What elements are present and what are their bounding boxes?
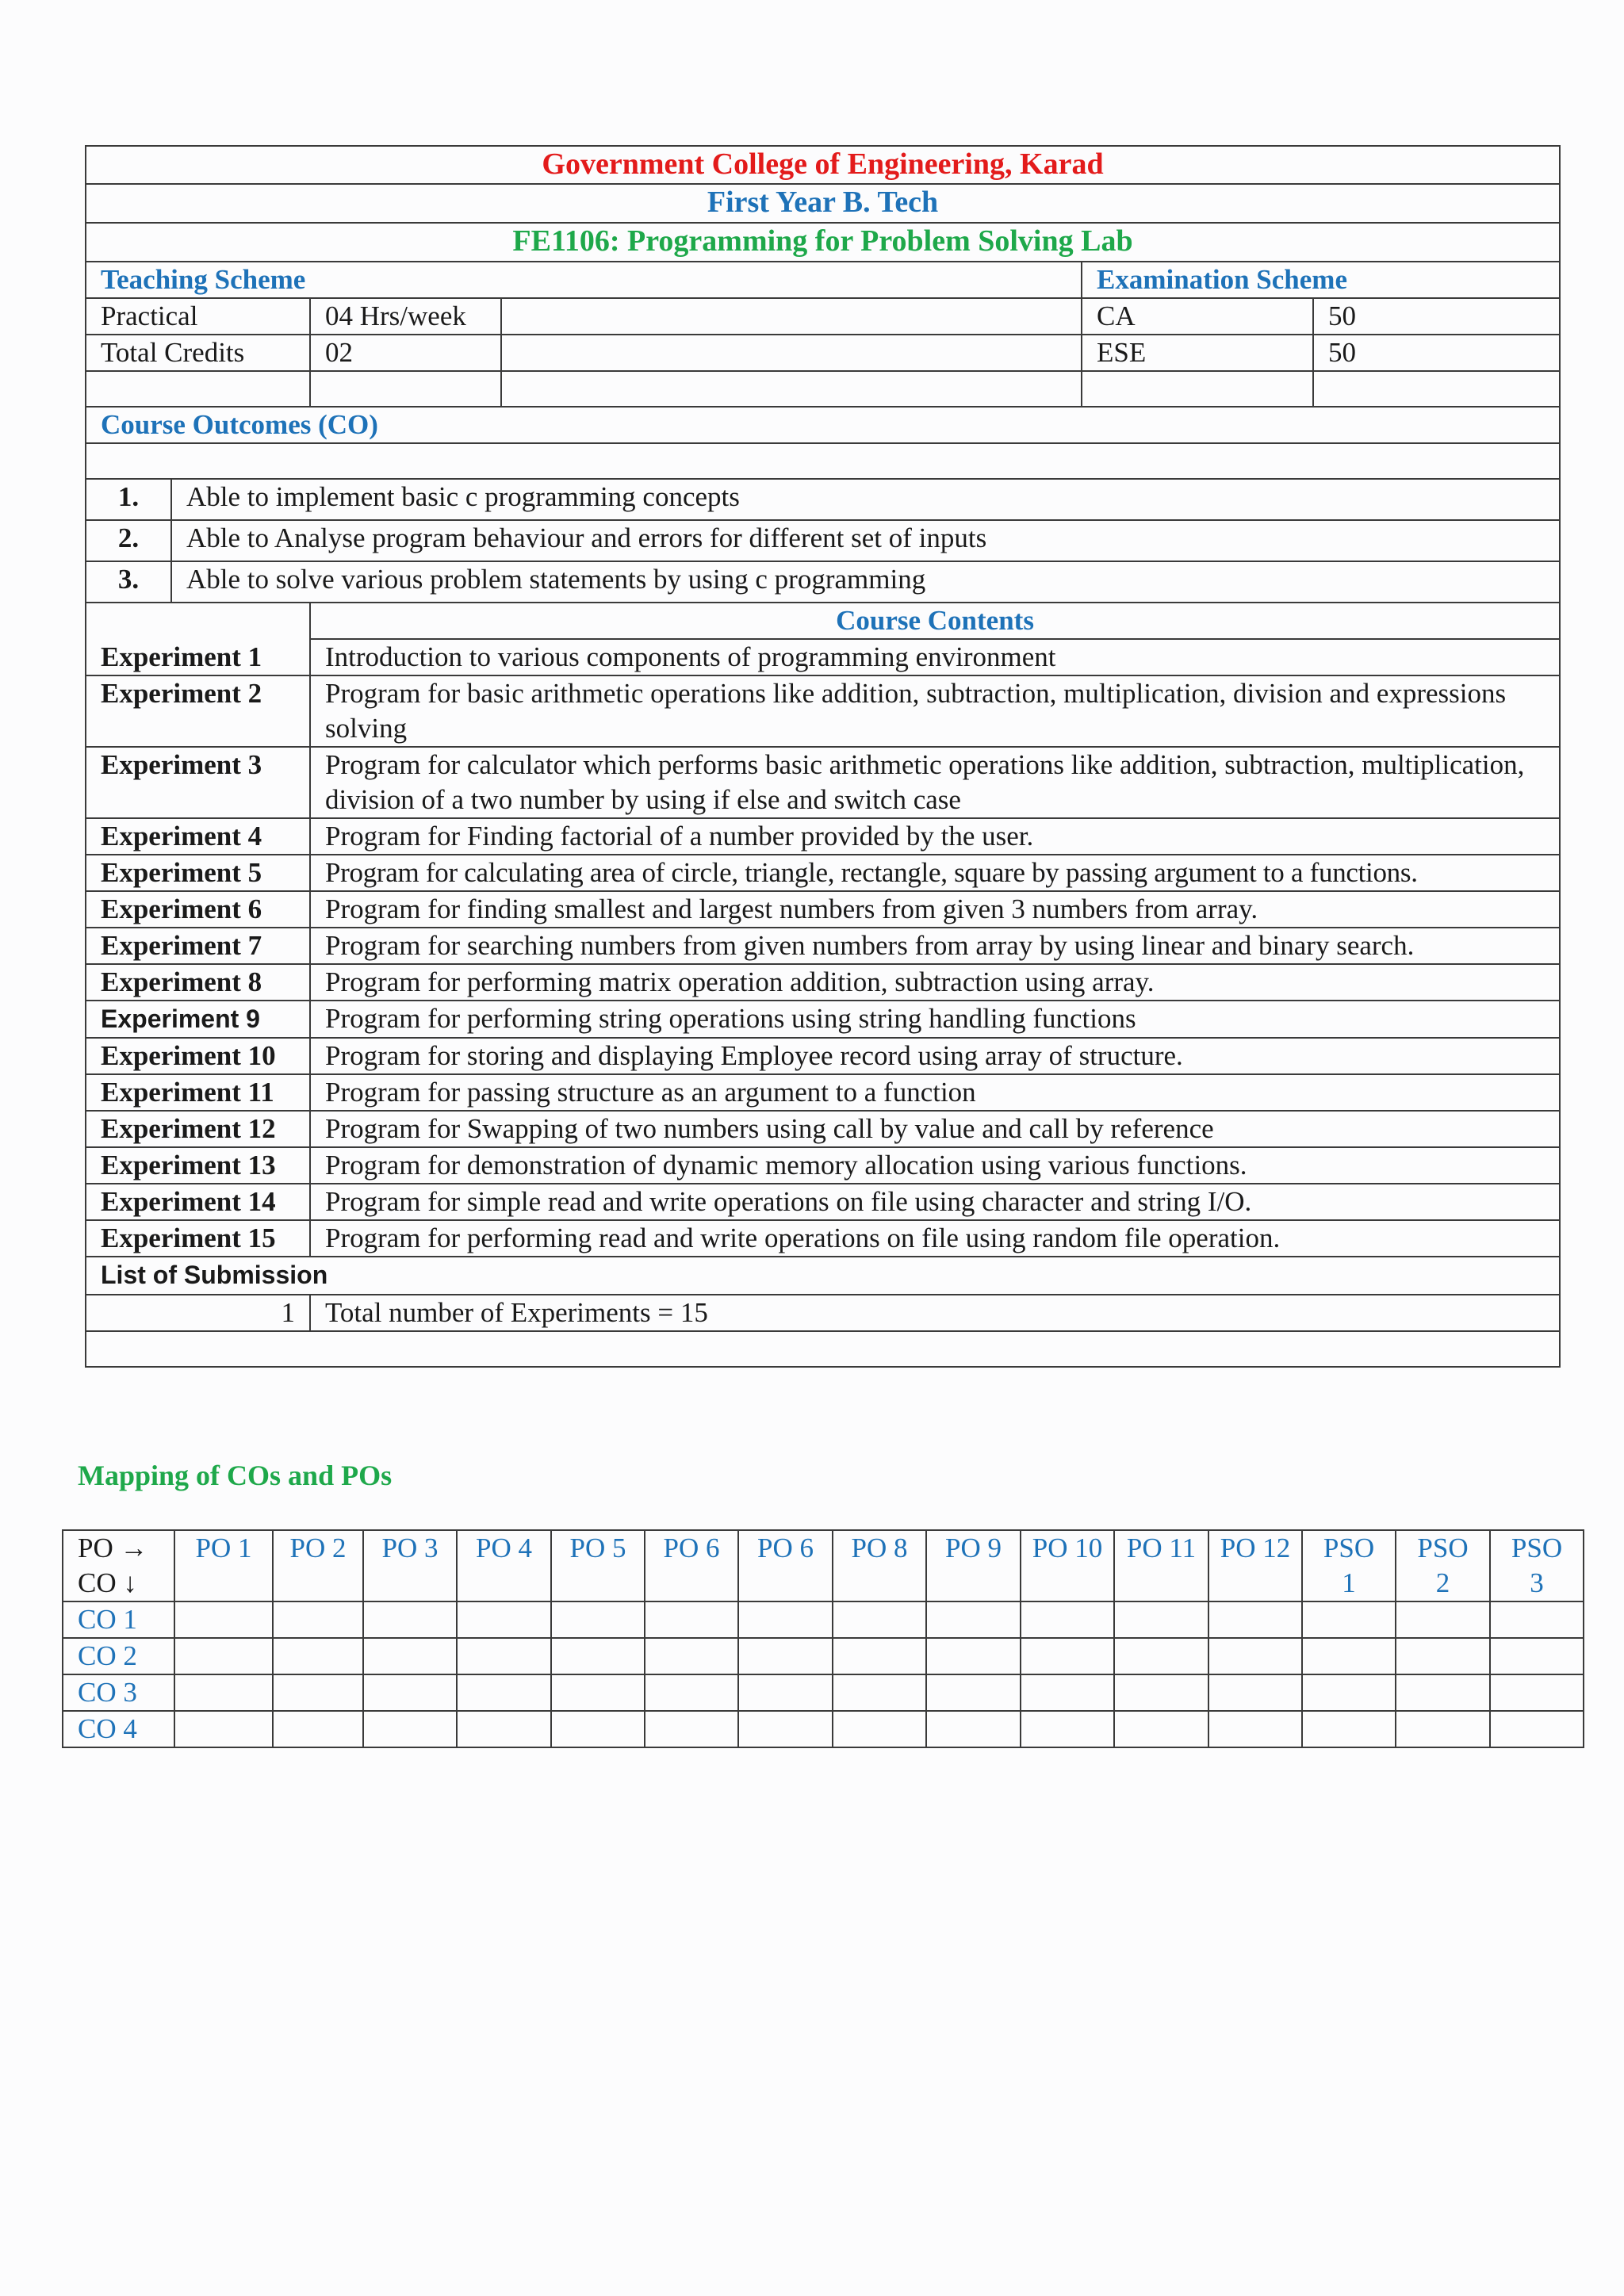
empty-cell <box>1082 371 1313 407</box>
po-header: PO 6 <box>645 1530 738 1601</box>
experiment-label: Experiment 11 <box>86 1074 310 1111</box>
mapping-cell <box>738 1711 833 1747</box>
mapping-cell <box>174 1601 273 1638</box>
mapping-row <box>63 1674 1584 1711</box>
empty-row <box>86 443 1560 479</box>
mapping-cell <box>174 1638 273 1674</box>
experiment-description: Program for performing read and write operations on file using random file operation. <box>310 1220 1560 1257</box>
po-header: PO 6 <box>738 1530 833 1601</box>
mapping-cell <box>273 1638 363 1674</box>
experiment-description: Program for calculating area of circle, triangle, rectangle, square by passing argument to a functions. <box>310 855 1560 891</box>
empty-cell <box>1313 371 1560 407</box>
mapping-cell <box>926 1674 1021 1711</box>
mapping-cell <box>273 1674 363 1711</box>
pso-header-number: 1 <box>1342 1567 1356 1598</box>
experiment-description: Program for finding smallest and largest numbers from given 3 numbers from array. <box>310 891 1560 928</box>
mapping-cell <box>1021 1638 1114 1674</box>
empty-row <box>86 1331 1560 1367</box>
experiment-label: Experiment 14 <box>86 1184 310 1220</box>
exam-value: 50 <box>1313 335 1560 371</box>
co-text: Able to solve various problem statements by using c programming <box>171 561 1560 603</box>
mapping-cell <box>1114 1601 1208 1638</box>
co-axis-label: CO ↓ <box>78 1567 137 1598</box>
mapping-cell <box>1490 1711 1584 1747</box>
experiment-description: Program for performing string operations using string handling functions <box>310 1001 1560 1038</box>
mapping-cell <box>551 1638 645 1674</box>
co-text: Able to Analyse program behaviour and errors for different set of inputs <box>171 520 1560 561</box>
experiment-description: Program for passing structure as an argument to a function <box>310 1074 1560 1111</box>
mapping-cell <box>926 1711 1021 1747</box>
mapping-cell <box>273 1711 363 1747</box>
mapping-cell <box>738 1601 833 1638</box>
mapping-cell <box>645 1638 738 1674</box>
mapping-cell <box>1208 1674 1302 1711</box>
mapping-cell <box>1114 1638 1208 1674</box>
pso-header-number: 3 <box>1530 1567 1544 1598</box>
exam-item: ESE <box>1082 335 1313 371</box>
mapping-cell <box>833 1601 926 1638</box>
pso-header-text: PSO <box>1323 1533 1375 1563</box>
po-header: PO 11 <box>1114 1530 1208 1601</box>
mapping-cell <box>457 1601 551 1638</box>
co-row-label: CO 3 <box>63 1674 174 1711</box>
mapping-cell <box>1114 1674 1208 1711</box>
year-title: First Year B. Tech <box>86 184 1560 223</box>
po-header: PO 12 <box>1208 1530 1302 1601</box>
mapping-cell <box>1114 1711 1208 1747</box>
course-contents-label: Course Contents <box>310 603 1560 639</box>
mapping-cell <box>1208 1601 1302 1638</box>
co-row-label: CO 4 <box>63 1711 174 1747</box>
experiment-description: Program for Finding factorial of a number provided by the user. <box>310 818 1560 855</box>
experiment-description: Program for storing and displaying Employee record using array of structure. <box>310 1038 1560 1074</box>
co-po-mapping-table <box>62 1529 1584 1748</box>
mapping-cell <box>363 1674 457 1711</box>
co-number: 1. <box>86 479 171 520</box>
pso-header <box>1302 1530 1396 1601</box>
submission-label: List of Submission <box>86 1257 1560 1295</box>
mapping-row <box>63 1711 1584 1747</box>
college-name: Government College of Engineering, Karad <box>86 146 1560 184</box>
experiment-label: Experiment 12 <box>86 1111 310 1147</box>
mapping-cell <box>1021 1674 1114 1711</box>
experiment-description: Program for demonstration of dynamic memory allocation using various functions. <box>310 1147 1560 1184</box>
mapping-cell <box>738 1638 833 1674</box>
mapping-cell <box>926 1638 1021 1674</box>
po-header: PO 10 <box>1021 1530 1114 1601</box>
mapping-cell <box>833 1638 926 1674</box>
co-text: Able to implement basic c programming concepts <box>171 479 1560 520</box>
po-header: PO 5 <box>551 1530 645 1601</box>
co-row-label: CO 1 <box>63 1601 174 1638</box>
mapping-title: Mapping of COs and POs <box>78 1460 393 1491</box>
experiment-description: Program for searching numbers from given numbers from array by using linear and binary search. <box>310 928 1560 964</box>
experiment-label: Experiment 5 <box>86 855 310 891</box>
pso-header <box>1396 1530 1490 1601</box>
pso-header-number: 2 <box>1435 1567 1450 1598</box>
course-syllabus-table <box>85 145 1561 1368</box>
experiment-label: Experiment 8 <box>86 964 310 1001</box>
experiment-description: Program for performing matrix operation addition, subtraction using array. <box>310 964 1560 1001</box>
empty-cell <box>501 335 1082 371</box>
mapping-cell <box>551 1674 645 1711</box>
submission-text: Total number of Experiments = 15 <box>310 1295 1560 1331</box>
experiment-label: Experiment 2 <box>86 675 310 747</box>
mapping-cell <box>1396 1711 1490 1747</box>
course-title: FE1106: Programming for Problem Solving Lab <box>86 223 1560 262</box>
submission-number: 1 <box>86 1295 310 1331</box>
mapping-cell <box>457 1711 551 1747</box>
experiment-description: Program for calculator which performs basic arithmetic operations like addition, subtraction, multiplication, division of a two number by using if else and switch case <box>310 747 1560 818</box>
mapping-cell <box>363 1638 457 1674</box>
mapping-cell <box>1021 1601 1114 1638</box>
mapping-cell <box>645 1674 738 1711</box>
empty-cell <box>86 371 310 407</box>
mapping-cell <box>1396 1601 1490 1638</box>
mapping-cell <box>833 1711 926 1747</box>
exam-item: CA <box>1082 298 1313 335</box>
po-header: PO 3 <box>363 1530 457 1601</box>
pso-header-text: PSO <box>1511 1533 1563 1563</box>
mapping-cell <box>174 1674 273 1711</box>
teaching-item: Practical <box>86 298 310 335</box>
empty-cell <box>501 371 1082 407</box>
experiment-label: Experiment 10 <box>86 1038 310 1074</box>
mapping-row <box>63 1601 1584 1638</box>
experiment-label: Experiment 6 <box>86 891 310 928</box>
mapping-cell <box>1208 1711 1302 1747</box>
mapping-cell <box>551 1601 645 1638</box>
mapping-cell <box>457 1674 551 1711</box>
teaching-item: Total Credits <box>86 335 310 371</box>
exam-value: 50 <box>1313 298 1560 335</box>
examination-scheme-label: Examination Scheme <box>1082 262 1560 298</box>
mapping-cell <box>174 1711 273 1747</box>
mapping-corner-cell <box>63 1530 174 1601</box>
pso-header-text: PSO <box>1417 1533 1469 1563</box>
mapping-cell <box>551 1711 645 1747</box>
mapping-cell <box>1490 1638 1584 1674</box>
mapping-cell <box>273 1601 363 1638</box>
mapping-cell <box>1021 1711 1114 1747</box>
mapping-cell <box>363 1711 457 1747</box>
mapping-cell <box>1302 1674 1396 1711</box>
mapping-cell <box>645 1711 738 1747</box>
mapping-cell <box>1396 1674 1490 1711</box>
po-axis-label: PO → <box>78 1533 148 1563</box>
empty-cell <box>501 298 1082 335</box>
mapping-cell <box>1490 1674 1584 1711</box>
course-outcomes-label: Course Outcomes (CO) <box>86 407 1560 443</box>
mapping-cell <box>1396 1638 1490 1674</box>
teaching-scheme-label: Teaching Scheme <box>86 262 1082 298</box>
pso-header <box>1490 1530 1584 1601</box>
mapping-cell <box>1302 1711 1396 1747</box>
co-number: 2. <box>86 520 171 561</box>
experiment-label: Experiment 15 <box>86 1220 310 1257</box>
po-header: PO 2 <box>273 1530 363 1601</box>
mapping-cell <box>363 1601 457 1638</box>
po-header: PO 8 <box>833 1530 926 1601</box>
mapping-cell <box>926 1601 1021 1638</box>
experiment-label: Experiment 3 <box>86 747 310 818</box>
experiment-description: Program for simple read and write operations on file using character and string I/O. <box>310 1184 1560 1220</box>
experiment-description: Program for basic arithmetic operations like addition, subtraction, multiplication, division and expressions solving <box>310 675 1560 747</box>
mapping-cell <box>1302 1601 1396 1638</box>
mapping-cell <box>645 1601 738 1638</box>
po-header: PO 9 <box>926 1530 1021 1601</box>
experiment-label: Experiment 4 <box>86 818 310 855</box>
empty-cell <box>86 603 310 639</box>
experiment-label: Experiment 1 <box>86 639 310 675</box>
experiment-label: Experiment 7 <box>86 928 310 964</box>
experiment-label: Experiment 13 <box>86 1147 310 1184</box>
po-header: PO 4 <box>457 1530 551 1601</box>
mapping-cell <box>457 1638 551 1674</box>
mapping-row <box>63 1638 1584 1674</box>
po-header: PO 1 <box>174 1530 273 1601</box>
experiment-description: Program for Swapping of two numbers using call by value and call by reference <box>310 1111 1560 1147</box>
empty-cell <box>310 371 501 407</box>
mapping-cell <box>1490 1601 1584 1638</box>
mapping-cell <box>1302 1638 1396 1674</box>
co-row-label: CO 2 <box>63 1638 174 1674</box>
co-number: 3. <box>86 561 171 603</box>
mapping-cell <box>738 1674 833 1711</box>
mapping-cell <box>1208 1638 1302 1674</box>
teaching-value: 04 Hrs/week <box>310 298 501 335</box>
experiment-label: Experiment 9 <box>86 1001 310 1038</box>
teaching-value: 02 <box>310 335 501 371</box>
experiment-description: Introduction to various components of programming environment <box>310 639 1560 675</box>
mapping-cell <box>833 1674 926 1711</box>
